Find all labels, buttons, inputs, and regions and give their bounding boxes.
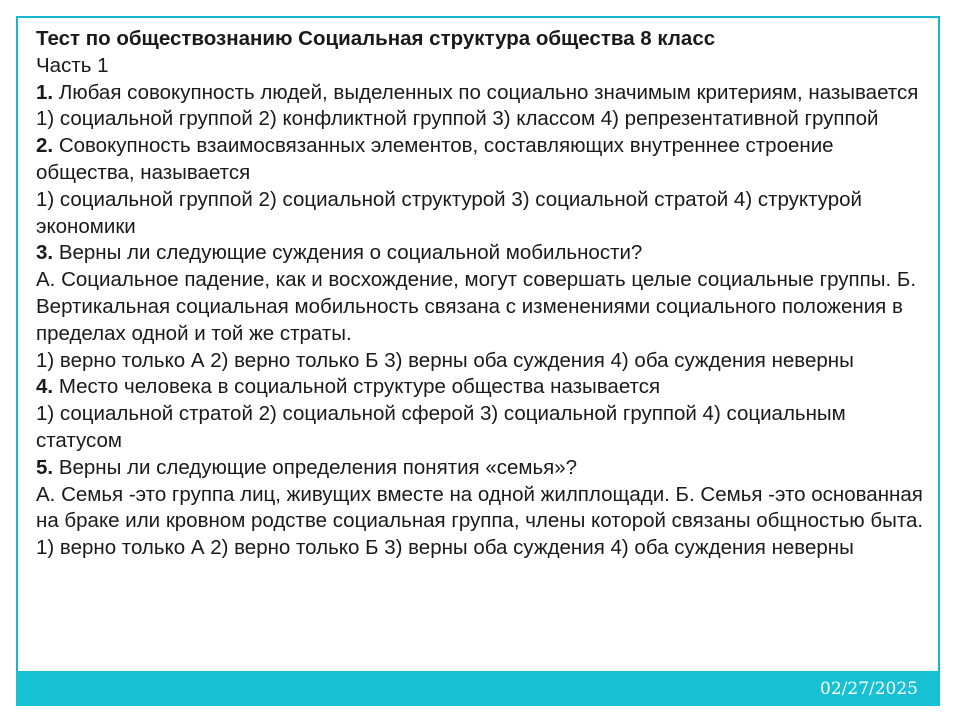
question-1-options: 1) социальной группой 2) конфликтной группой 3) классом 4) репрезентативной группой (36, 107, 879, 131)
question-3-statements: А. Социальное падение, как и восхождение, могут совершать целые социальные группы. Б. Вертикальная социальная мобильность связана с изменениями социального положения в пределах одной и той же страты. (36, 268, 917, 345)
question-number: 4. (36, 375, 54, 399)
question-text: Верны ли следующие суждения о социальной мобильности? (58, 241, 643, 265)
question-3 (36, 240, 926, 267)
question-1 (36, 80, 926, 107)
question-number: 2. (36, 134, 54, 158)
question-5 (36, 455, 926, 482)
question-number: 3. (36, 241, 54, 265)
question-3-options: 1) верно только А 2) верно только Б 3) верны оба суждения 4) оба суждения неверны (36, 348, 854, 372)
question-5-options: 1) верно только А 2) верно только Б 3) верны оба суждения 4) оба суждения неверны (36, 536, 854, 560)
test-content (36, 26, 926, 562)
question-text: Верны ли следующие определения понятия «семья»? (58, 455, 578, 479)
question-text: Любая совокупность людей, выделенных по социально значимым критериям, называется (58, 80, 919, 104)
question-4-options: 1) социальной стратой 2) социальной сферой 3) социальной группой 4) социальным статусом (36, 402, 846, 452)
footer-bar (16, 671, 940, 706)
question-2 (36, 133, 926, 187)
slide-date: 02/27/2025 (820, 679, 918, 699)
question-number: 5. (36, 455, 54, 479)
question-text: Место человека в социальной структуре общества называется (58, 375, 661, 399)
test-part: Часть 1 (36, 53, 109, 77)
test-title: Тест по обществознанию Социальная структура общества 8 класс (36, 27, 716, 50)
question-number: 1. (36, 80, 54, 104)
question-2-options: 1) социальной группой 2) социальной структурой 3) социальной стратой 4) структурой экономики (36, 187, 862, 238)
question-4 (36, 374, 926, 401)
question-text: Совокупность взаимосвязанных элементов, составляющих внутреннее строение общества, называется (36, 134, 834, 184)
question-5-statements: А. Семья -это группа лиц, живущих вместе на одной жилплощади. Б. Семья -это основанная на браке или кровном родстве социальная группа, члены которой связаны общностью быта. (36, 482, 924, 533)
